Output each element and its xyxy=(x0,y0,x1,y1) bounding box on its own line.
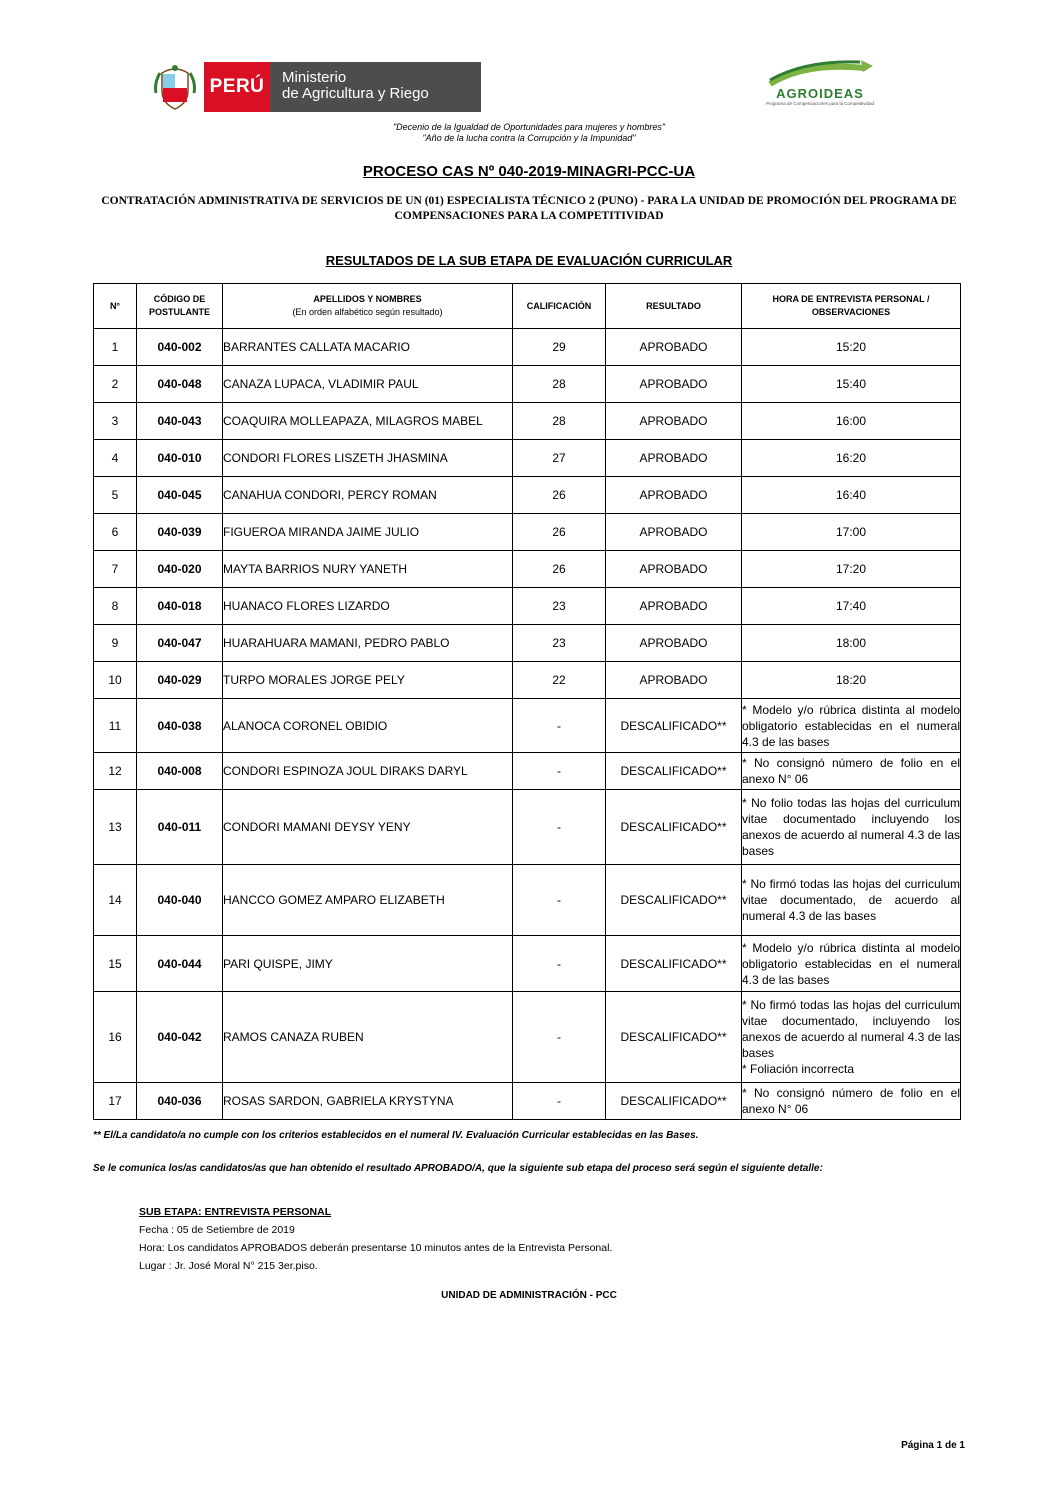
col-header-score: CALIFICACIÓN xyxy=(513,284,606,329)
ministry-line-2: de Agricultura y Riego xyxy=(282,85,429,102)
score-cell: - xyxy=(513,699,606,753)
observation-text: * No folio todas las hojas del curriculum vitae documentado incluyendo los anexos de acuerdo al numeral 4.3 de las bases xyxy=(742,796,960,858)
observation-text: * No firmó todas las hojas del curriculum vitae documentado, de acuerdo al numeral 4.3 de las bases xyxy=(742,877,960,923)
score-cell: 26 xyxy=(513,477,606,514)
observation-text: 18:00 xyxy=(835,636,867,650)
row-number-cell: 12 xyxy=(94,753,137,790)
col-header-result: RESULTADO xyxy=(606,284,742,329)
row-number-cell: 17 xyxy=(94,1083,137,1120)
score-cell: 28 xyxy=(513,366,606,403)
applicant-code-cell: 040-048 xyxy=(137,366,223,403)
applicant-name-cell: CONDORI MAMANI DEYSY YENY xyxy=(223,790,513,865)
result-cell: APROBADO xyxy=(606,625,742,662)
table-row xyxy=(94,1083,961,1120)
table-row xyxy=(94,662,961,699)
applicant-name-cell: RAMOS CANAZA RUBEN xyxy=(223,992,513,1083)
result-cell: APROBADO xyxy=(606,551,742,588)
applicant-name-cell: HUANACO FLORES LIZARDO xyxy=(223,588,513,625)
applicant-code-cell: 040-036 xyxy=(137,1083,223,1120)
applicant-name-cell: ALANOCA CORONEL OBIDIO xyxy=(223,699,513,753)
result-cell: APROBADO xyxy=(606,514,742,551)
ministry-label xyxy=(270,62,481,112)
motto-1: "Decenio de la Igualdad de Oportunidades para mujeres y hombres" xyxy=(392,122,666,132)
table-row xyxy=(94,588,961,625)
col-header-name-line-1: APELLIDOS Y NOMBRES xyxy=(313,294,422,304)
table-row xyxy=(94,440,961,477)
observation-text: * Foliación incorrecta xyxy=(742,1062,855,1076)
score-cell: - xyxy=(513,865,606,936)
applicant-code-cell: 040-018 xyxy=(137,588,223,625)
score-cell: - xyxy=(513,992,606,1083)
applicant-code-cell: 040-011 xyxy=(137,790,223,865)
table-row xyxy=(94,403,961,440)
table-row xyxy=(94,790,961,865)
col-header-code xyxy=(137,284,223,329)
observation-cell xyxy=(742,865,961,936)
peru-label: PERÚ xyxy=(204,62,270,112)
result-cell: APROBADO xyxy=(606,662,742,699)
row-number-cell: 5 xyxy=(94,477,137,514)
row-number-cell: 4 xyxy=(94,440,137,477)
observation-text: 17:40 xyxy=(835,599,867,613)
results-table xyxy=(93,283,961,1120)
applicant-name-cell: TURPO MORALES JORGE PELY xyxy=(223,662,513,699)
agroideas-logo xyxy=(760,60,880,115)
col-header-name-line-2: (En orden alfabético según resultado) xyxy=(292,307,443,317)
col-header-number: N° xyxy=(94,284,137,329)
applicant-name-cell: HUARAHUARA MAMANI, PEDRO PABLO xyxy=(223,625,513,662)
row-number-cell: 3 xyxy=(94,403,137,440)
schedule-date: Fecha : 05 de Setiembre de 2019 xyxy=(139,1224,295,1236)
col-header-observations xyxy=(742,284,961,329)
page-number: Página 1 de 1 xyxy=(901,1440,965,1451)
applicant-code-cell: 040-038 xyxy=(137,699,223,753)
table-row xyxy=(94,625,961,662)
table-row xyxy=(94,992,961,1083)
result-cell: APROBADO xyxy=(606,440,742,477)
communication-note: Se le comunica los/as candidatos/as que han obtenido el resultado APROBADO/A, que la siguiente sub etapa del proceso será según el siguiente detalle: xyxy=(93,1163,823,1174)
applicant-code-cell: 040-043 xyxy=(137,403,223,440)
result-cell: APROBADO xyxy=(606,477,742,514)
table-row xyxy=(94,366,961,403)
table-row xyxy=(94,936,961,992)
table-row xyxy=(94,514,961,551)
score-cell: 28 xyxy=(513,403,606,440)
process-subtitle: CONTRATACIÓN ADMINISTRATIVA DE SERVICIOS DE UN (01) ESPECIALISTA TÉCNICO 2 (PUNO) - PARA LA UNIDAD DE PROMOCIÓN DEL PROGRAMA DE COMPENSACIONES PARA LA COMPETITIVIDAD xyxy=(101,195,957,222)
applicant-code-cell: 040-042 xyxy=(137,992,223,1083)
score-cell: - xyxy=(513,1083,606,1120)
observation-cell xyxy=(742,403,961,440)
row-number-cell: 6 xyxy=(94,514,137,551)
result-cell: APROBADO xyxy=(606,329,742,366)
observation-text: 15:40 xyxy=(835,377,867,391)
score-cell: - xyxy=(513,936,606,992)
observation-text: 17:20 xyxy=(835,562,867,576)
result-cell: DESCALIFICADO** xyxy=(606,865,742,936)
row-number-cell: 7 xyxy=(94,551,137,588)
observation-cell xyxy=(742,699,961,753)
applicant-code-cell: 040-002 xyxy=(137,329,223,366)
applicant-name-cell: CANAHUA CONDORI, PERCY ROMAN xyxy=(223,477,513,514)
row-number-cell: 10 xyxy=(94,662,137,699)
footnote: ** El/La candidato/a no cumple con los criterios establecidos en el numeral IV. Evaluación Curricular establecidas en las Bases. xyxy=(93,1130,699,1141)
applicant-code-cell: 040-045 xyxy=(137,477,223,514)
result-cell: DESCALIFICADO** xyxy=(606,699,742,753)
row-number-cell: 14 xyxy=(94,865,137,936)
col-header-name xyxy=(223,284,513,329)
table-row xyxy=(94,753,961,790)
col-header-code-line-2: POSTULANTE xyxy=(148,307,210,317)
applicant-name-cell: CONDORI ESPINOZA JOUL DIRAKS DARYL xyxy=(223,753,513,790)
applicant-code-cell: 040-039 xyxy=(137,514,223,551)
result-cell: DESCALIFICADO** xyxy=(606,992,742,1083)
result-cell: DESCALIFICADO** xyxy=(606,790,742,865)
section-title: RESULTADOS DE LA SUB ETAPA DE EVALUACIÓN CURRICULAR xyxy=(325,253,733,268)
score-cell: 29 xyxy=(513,329,606,366)
observation-text: 17:00 xyxy=(835,525,867,539)
row-number-cell: 16 xyxy=(94,992,137,1083)
applicant-name-cell: ROSAS SARDON, GABRIELA KRYSTYNA xyxy=(223,1083,513,1120)
applicant-name-cell: PARI QUISPE, JIMY xyxy=(223,936,513,992)
result-cell: DESCALIFICADO** xyxy=(606,753,742,790)
observation-text: 16:40 xyxy=(835,488,867,502)
ministry-line-1: Ministerio xyxy=(282,69,347,86)
col-header-code-line-1: CÓDIGO DE xyxy=(153,294,206,304)
applicant-name-cell: BARRANTES CALLATA MACARIO xyxy=(223,329,513,366)
observation-text: * No firmó todas las hojas del curriculum vitae documentado, incluyendo los anexos de acuerdo al numeral 4.3 de las bases xyxy=(742,998,960,1060)
observation-text: 18:20 xyxy=(835,673,867,687)
schedule-time: Hora: Los candidatos APROBADOS deberán presentarse 10 minutos antes de la Entrevista Personal. xyxy=(139,1242,613,1254)
applicant-name-cell: MAYTA BARRIOS NURY YANETH xyxy=(223,551,513,588)
table-row xyxy=(94,699,961,753)
row-number-cell: 15 xyxy=(94,936,137,992)
row-number-cell: 8 xyxy=(94,588,137,625)
issuing-unit: UNIDAD DE ADMINISTRACIÓN - PCC xyxy=(441,1290,617,1301)
observation-cell xyxy=(742,625,961,662)
observation-cell xyxy=(742,477,961,514)
observation-cell xyxy=(742,936,961,992)
result-cell: DESCALIFICADO** xyxy=(606,936,742,992)
score-cell: - xyxy=(513,753,606,790)
score-cell: 22 xyxy=(513,662,606,699)
applicant-code-cell: 040-020 xyxy=(137,551,223,588)
official-mottos xyxy=(0,122,1058,144)
table-row xyxy=(94,329,961,366)
score-cell: - xyxy=(513,790,606,865)
interview-schedule xyxy=(139,1203,612,1275)
observation-cell xyxy=(742,992,961,1083)
observation-cell xyxy=(742,753,961,790)
observation-text: * Modelo y/o rúbrica distinta al modelo obligatorio establecidas en el numeral 4.3 de las bases xyxy=(742,702,960,749)
observation-text: * No consignó número de folio en el anexo N° 06 xyxy=(742,756,960,786)
result-cell: DESCALIFICADO** xyxy=(606,1083,742,1120)
score-cell: 23 xyxy=(513,588,606,625)
table-row xyxy=(94,477,961,514)
observation-cell xyxy=(742,329,961,366)
observation-text: 16:00 xyxy=(835,414,867,428)
government-header xyxy=(150,62,481,112)
observation-cell xyxy=(742,588,961,625)
row-number-cell: 1 xyxy=(94,329,137,366)
row-number-cell: 2 xyxy=(94,366,137,403)
score-cell: 26 xyxy=(513,514,606,551)
row-number-cell: 11 xyxy=(94,699,137,753)
observation-cell xyxy=(742,514,961,551)
applicant-name-cell: FIGUEROA MIRANDA JAIME JULIO xyxy=(223,514,513,551)
motto-2: "Año de la lucha contra la Corrupción y la Impunidad" xyxy=(422,133,636,143)
agroideas-name: AGROIDEAS xyxy=(776,86,864,101)
applicant-code-cell: 040-008 xyxy=(137,753,223,790)
observation-text: 16:20 xyxy=(835,451,867,465)
score-cell: 27 xyxy=(513,440,606,477)
observation-text: 15:20 xyxy=(835,340,867,354)
observation-cell xyxy=(742,366,961,403)
observation-cell xyxy=(742,440,961,477)
applicant-name-cell: CANAZA LUPACA, VLADIMIR PAUL xyxy=(223,366,513,403)
observation-cell xyxy=(742,551,961,588)
observation-cell xyxy=(742,1083,961,1120)
applicant-name-cell: CONDORI FLORES LISZETH JHASMINA xyxy=(223,440,513,477)
observation-cell xyxy=(742,662,961,699)
applicant-code-cell: 040-044 xyxy=(137,936,223,992)
applicant-code-cell: 040-040 xyxy=(137,865,223,936)
col-header-obs-line-2: OBSERVACIONES xyxy=(811,307,891,317)
row-number-cell: 9 xyxy=(94,625,137,662)
agroideas-leaf-icon xyxy=(765,60,875,88)
result-cell: APROBADO xyxy=(606,588,742,625)
applicant-name-cell: HANCCO GOMEZ AMPARO ELIZABETH xyxy=(223,865,513,936)
observation-text: * Modelo y/o rúbrica distinta al modelo obligatorio establecidas en el numeral 4.3 de las bases xyxy=(742,940,960,987)
coat-of-arms-icon xyxy=(150,62,200,112)
col-header-obs-line-1: HORA DE ENTREVISTA PERSONAL / xyxy=(772,294,930,304)
table-row xyxy=(94,865,961,936)
row-number-cell: 13 xyxy=(94,790,137,865)
applicant-code-cell: 040-047 xyxy=(137,625,223,662)
applicant-name-cell: COAQUIRA MOLLEAPAZA, MILAGROS MABEL xyxy=(223,403,513,440)
process-title: PROCESO CAS Nº 040-2019-MINAGRI-PCC-UA xyxy=(362,163,696,180)
applicant-code-cell: 040-010 xyxy=(137,440,223,477)
applicant-code-cell: 040-029 xyxy=(137,662,223,699)
schedule-place: Lugar : Jr. José Moral N° 215 3er.piso. xyxy=(139,1260,318,1272)
score-cell: 26 xyxy=(513,551,606,588)
agroideas-tagline: Programa de Compensaciones para la Competitividad xyxy=(765,101,875,106)
observation-cell xyxy=(742,790,961,865)
table-row xyxy=(94,551,961,588)
observation-text: * No consignó número de folio en el anexo N° 06 xyxy=(742,1086,960,1116)
result-cell: APROBADO xyxy=(606,366,742,403)
table-header-row xyxy=(94,284,961,329)
score-cell: 23 xyxy=(513,625,606,662)
result-cell: APROBADO xyxy=(606,403,742,440)
schedule-label: SUB ETAPA: ENTREVISTA PERSONAL xyxy=(139,1206,332,1218)
